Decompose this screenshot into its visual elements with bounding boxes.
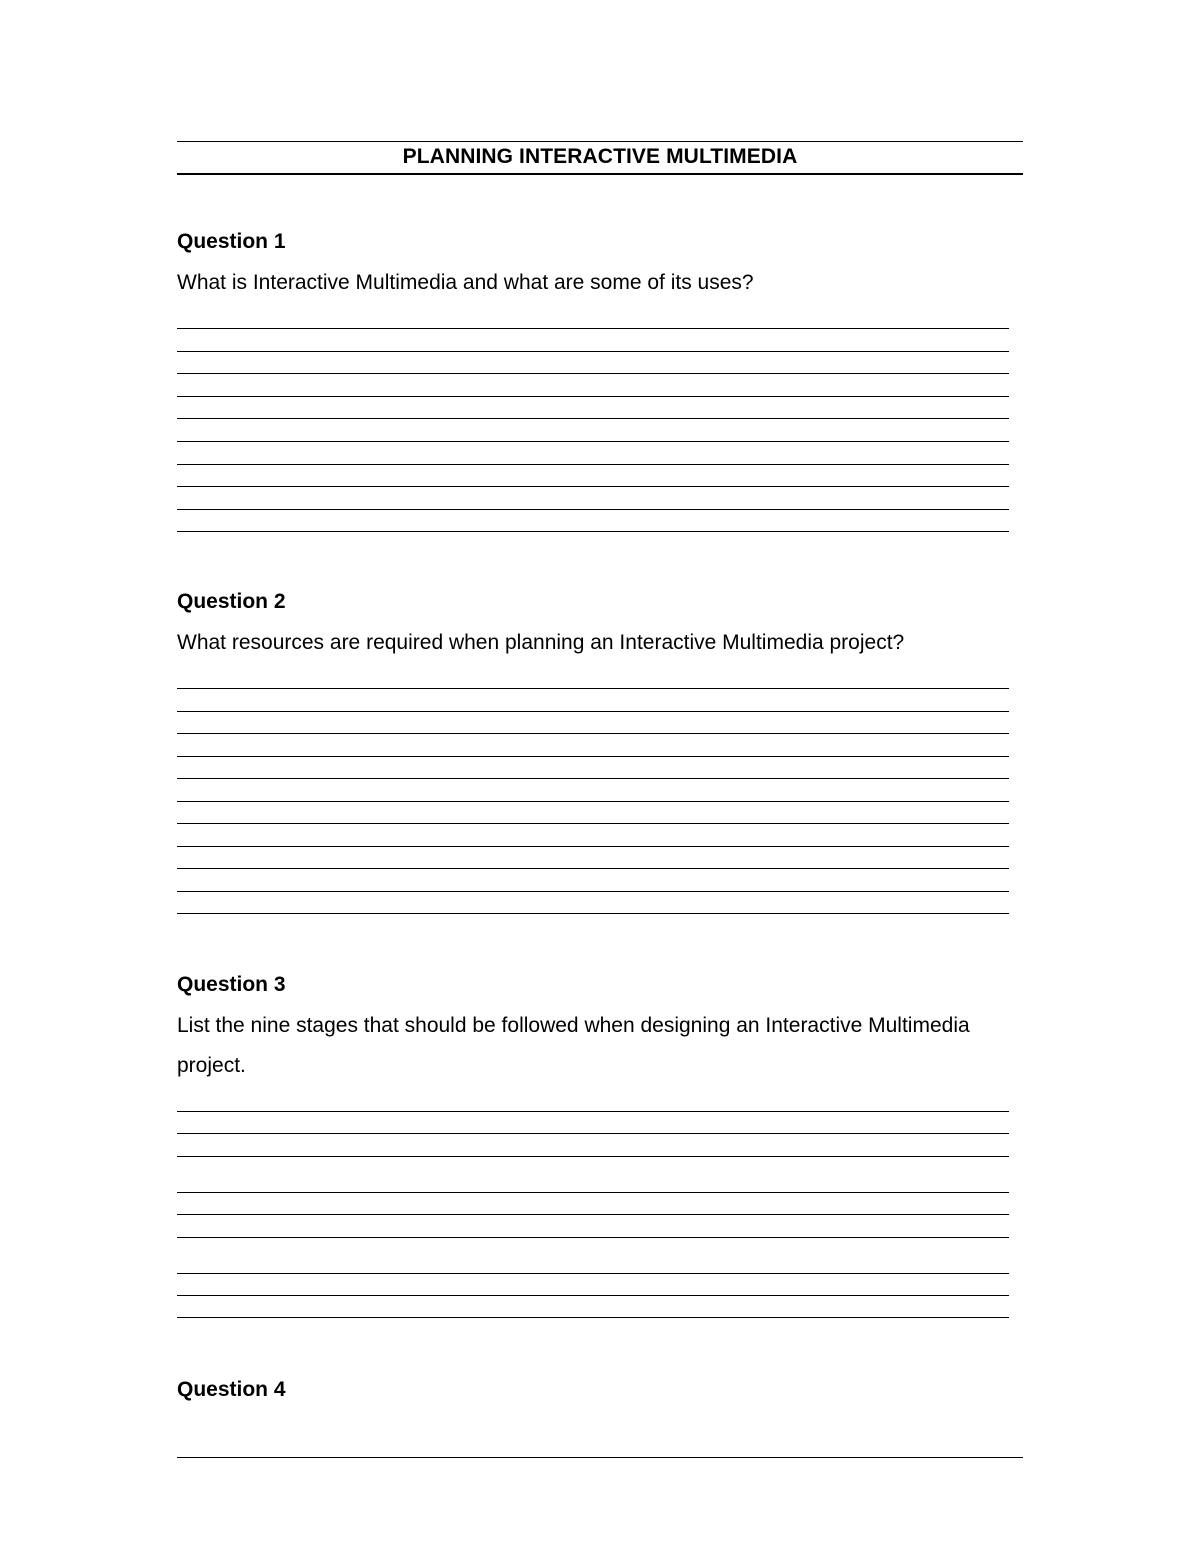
question-1-heading: Question 1 [177,230,286,253]
answer-line [177,756,1009,757]
question-2-heading: Question 2 [177,590,286,613]
question-2-text: What resources are required when planning an Interactive Multimedia project? [177,631,905,654]
answer-line [177,1317,1009,1318]
answer-line [177,418,1009,419]
answer-line [177,688,1009,689]
answer-line [177,868,1009,869]
answer-line [177,891,1009,892]
answer-line [177,1295,1009,1296]
title-top-rule [177,141,1023,142]
answer-line [177,1156,1009,1157]
answer-line [177,711,1009,712]
answer-line [177,351,1009,352]
answer-line [177,1214,1009,1215]
question-4-heading: Question 4 [177,1378,286,1401]
answer-line [177,1192,1009,1193]
page-title: PLANNING INTERACTIVE MULTIMEDIA [402,145,798,168]
answer-line [177,823,1009,824]
answer-line [177,486,1009,487]
footer-rule [177,1457,1023,1458]
answer-line [177,1273,1009,1274]
answer-line [177,328,1009,329]
answer-line [177,778,1009,779]
answer-line [177,733,1009,734]
answer-line [177,1237,1009,1238]
question-3-heading: Question 3 [177,973,286,996]
answer-line [177,441,1009,442]
answer-line [177,801,1009,802]
answer-line [177,509,1009,510]
question-1-text: What is Interactive Multimedia and what are some of its uses? [177,271,754,294]
answer-line [177,1111,1009,1112]
answer-line [177,531,1009,532]
answer-line [177,373,1009,374]
answer-line [177,846,1009,847]
answer-line [177,913,1009,914]
answer-line [177,396,1009,397]
question-3-text: List the nine stages that should be followed when designing an Interactive Multimedia project. [177,1014,970,1077]
answer-line [177,464,1009,465]
title-bottom-rule [177,173,1023,175]
answer-line [177,1133,1009,1134]
